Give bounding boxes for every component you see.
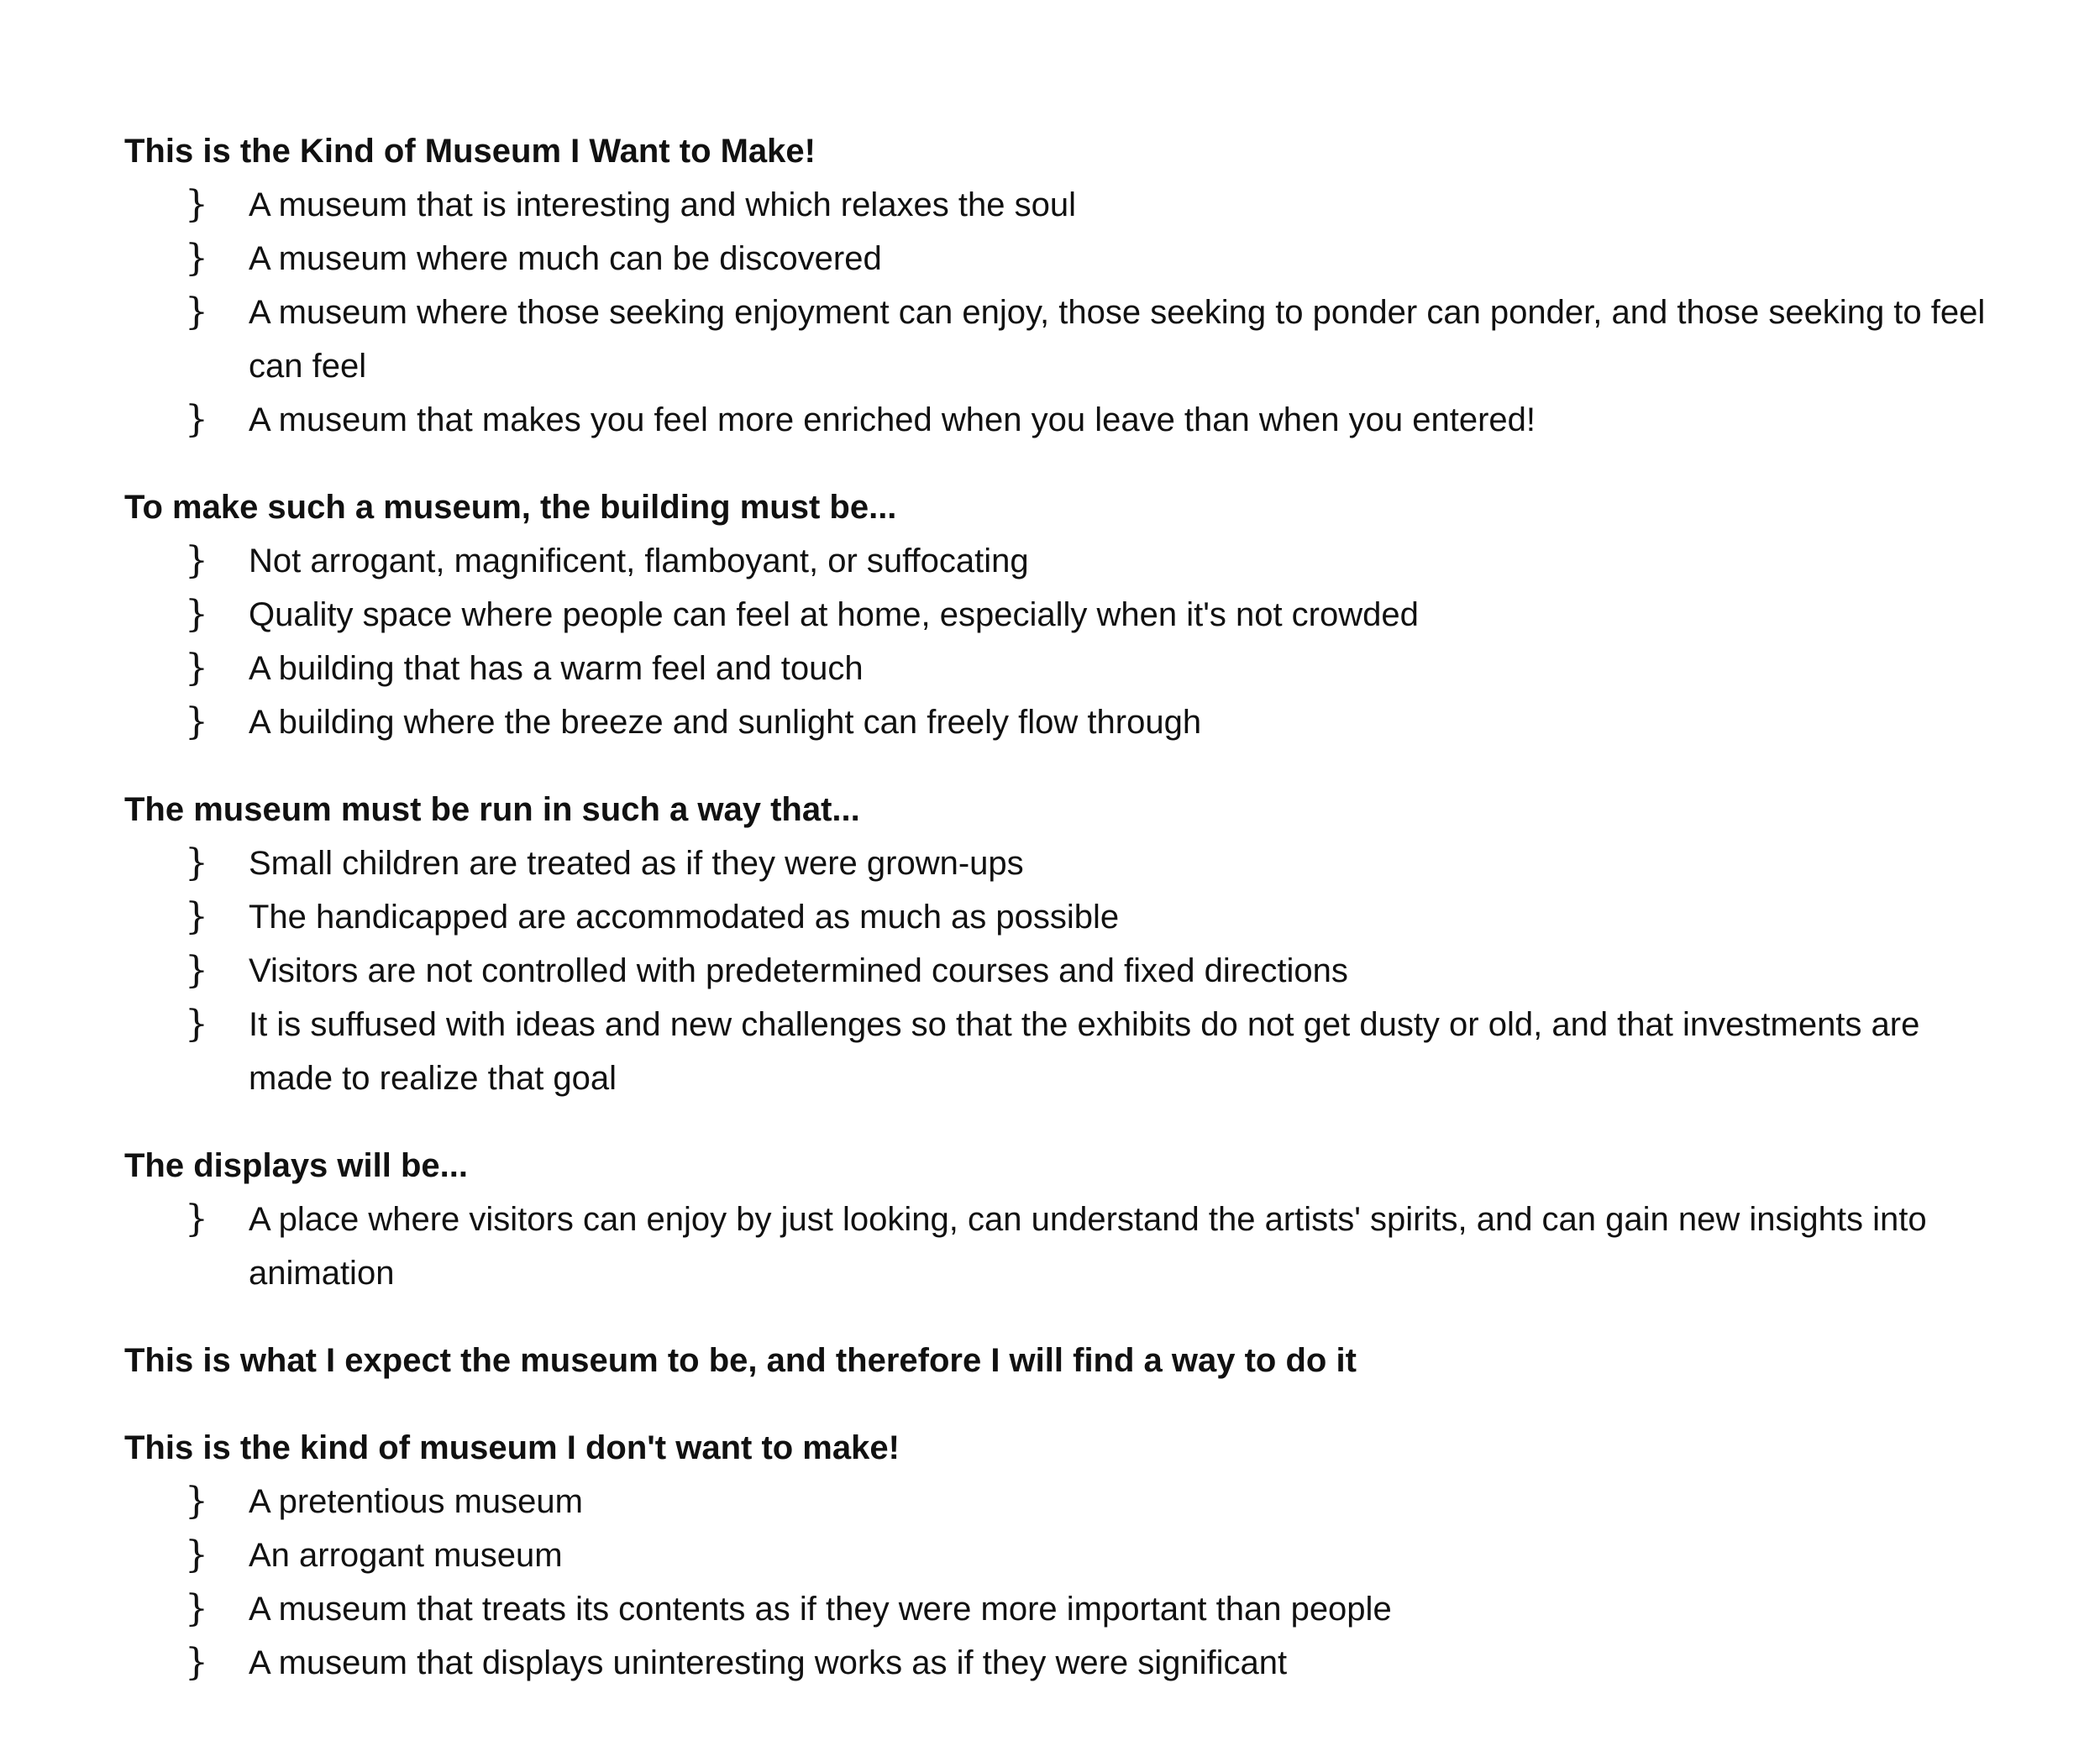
bullet-icon: } bbox=[185, 398, 208, 441]
list-item bbox=[124, 393, 2014, 447]
list-item-text: A museum where much can be discovered bbox=[249, 240, 882, 277]
list-item-text: The handicapped are accommodated as much as possible bbox=[249, 899, 1120, 936]
bullet-icon: } bbox=[185, 539, 208, 582]
bullet-icon: } bbox=[185, 183, 208, 226]
list-item-text: A museum that is interesting and which relaxes the soul bbox=[249, 186, 1076, 223]
bullet-icon: } bbox=[185, 647, 208, 689]
list-item bbox=[124, 534, 2014, 588]
list-item-text: A museum that makes you feel more enriched when you leave than when you entered! bbox=[249, 401, 1536, 438]
list-item bbox=[124, 1636, 2014, 1690]
list-item-text: A pretentious museum bbox=[249, 1483, 583, 1520]
list-item-text: Small children are treated as if they were grown-ups bbox=[249, 845, 1024, 882]
section-operation bbox=[124, 783, 2014, 1105]
bullet-icon: } bbox=[185, 1641, 208, 1684]
list-item bbox=[124, 998, 2014, 1105]
section-expectation bbox=[124, 1334, 2014, 1387]
bullet-icon: } bbox=[185, 700, 208, 743]
bullet-icon: } bbox=[185, 895, 208, 938]
list-item bbox=[124, 232, 2014, 286]
bullet-list bbox=[124, 1475, 2014, 1690]
bullet-icon: } bbox=[185, 1587, 208, 1630]
bullet-icon: } bbox=[185, 1534, 208, 1576]
list-item bbox=[124, 588, 2014, 642]
list-item-text: Quality space where people can feel at home, especially when it's not crowded bbox=[249, 596, 1419, 633]
bullet-list bbox=[124, 178, 2014, 447]
section-heading: This is what I expect the museum to be, and therefore I will find a way to do it bbox=[124, 1342, 1357, 1379]
list-item bbox=[124, 286, 2014, 393]
list-item bbox=[124, 1582, 2014, 1636]
bullet-list bbox=[124, 534, 2014, 749]
section-heading: The displays will be... bbox=[124, 1147, 469, 1184]
list-item bbox=[124, 1528, 2014, 1582]
section-heading: The museum must be run in such a way that... bbox=[124, 791, 860, 828]
list-item bbox=[124, 944, 2014, 998]
list-item bbox=[124, 836, 2014, 890]
list-item-text: A building where the breeze and sunlight can freely flow through bbox=[249, 704, 1202, 741]
list-item bbox=[124, 1193, 2014, 1300]
list-item bbox=[124, 695, 2014, 749]
list-item bbox=[124, 1475, 2014, 1528]
list-item-text: An arrogant museum bbox=[249, 1537, 563, 1574]
list-item bbox=[124, 890, 2014, 944]
section-building bbox=[124, 480, 2014, 749]
bullet-icon: } bbox=[185, 593, 208, 636]
section-displays bbox=[124, 1139, 2014, 1300]
bullet-icon: } bbox=[185, 949, 208, 992]
list-item bbox=[124, 178, 2014, 232]
section-museum-i-dont-want bbox=[124, 1421, 2014, 1690]
document-page bbox=[124, 124, 2014, 1723]
list-item-text: A museum that displays uninteresting works as if they were significant bbox=[249, 1644, 1288, 1681]
section-heading: To make such a museum, the building must be... bbox=[124, 489, 897, 526]
bullet-icon: } bbox=[185, 842, 208, 884]
list-item bbox=[124, 642, 2014, 695]
list-item-text: A building that has a warm feel and touch bbox=[249, 650, 864, 687]
bullet-icon: } bbox=[185, 237, 208, 280]
bullet-icon: } bbox=[185, 1003, 208, 1046]
list-item-text: Not arrogant, magnificent, flamboyant, or suffocating bbox=[249, 543, 1029, 579]
list-item-text: It is suffused with ideas and new challenges so that the exhibits do not get dusty or old, and that investments are made to realize that goal bbox=[249, 1006, 1920, 1097]
bullet-icon: } bbox=[185, 1480, 208, 1523]
bullet-icon: } bbox=[185, 1198, 208, 1240]
list-item-text: Visitors are not controlled with predetermined courses and fixed directions bbox=[249, 952, 1348, 989]
bullet-list bbox=[124, 1193, 2014, 1300]
section-museum-i-want bbox=[124, 124, 2014, 447]
bullet-list bbox=[124, 836, 2014, 1105]
bullet-icon: } bbox=[185, 291, 208, 333]
section-heading: This is the kind of museum I don't want to make! bbox=[124, 1429, 900, 1466]
list-item-text: A museum that treats its contents as if they were more important than people bbox=[249, 1591, 1392, 1628]
section-heading: This is the Kind of Museum I Want to Make! bbox=[124, 133, 816, 170]
list-item-text: A place where visitors can enjoy by just looking, can understand the artists' spirits, and can gain new insights into animation bbox=[249, 1201, 1927, 1292]
list-item-text: A museum where those seeking enjoyment can enjoy, those seeking to ponder can ponder, and those seeking to feel can feel bbox=[249, 294, 1986, 385]
